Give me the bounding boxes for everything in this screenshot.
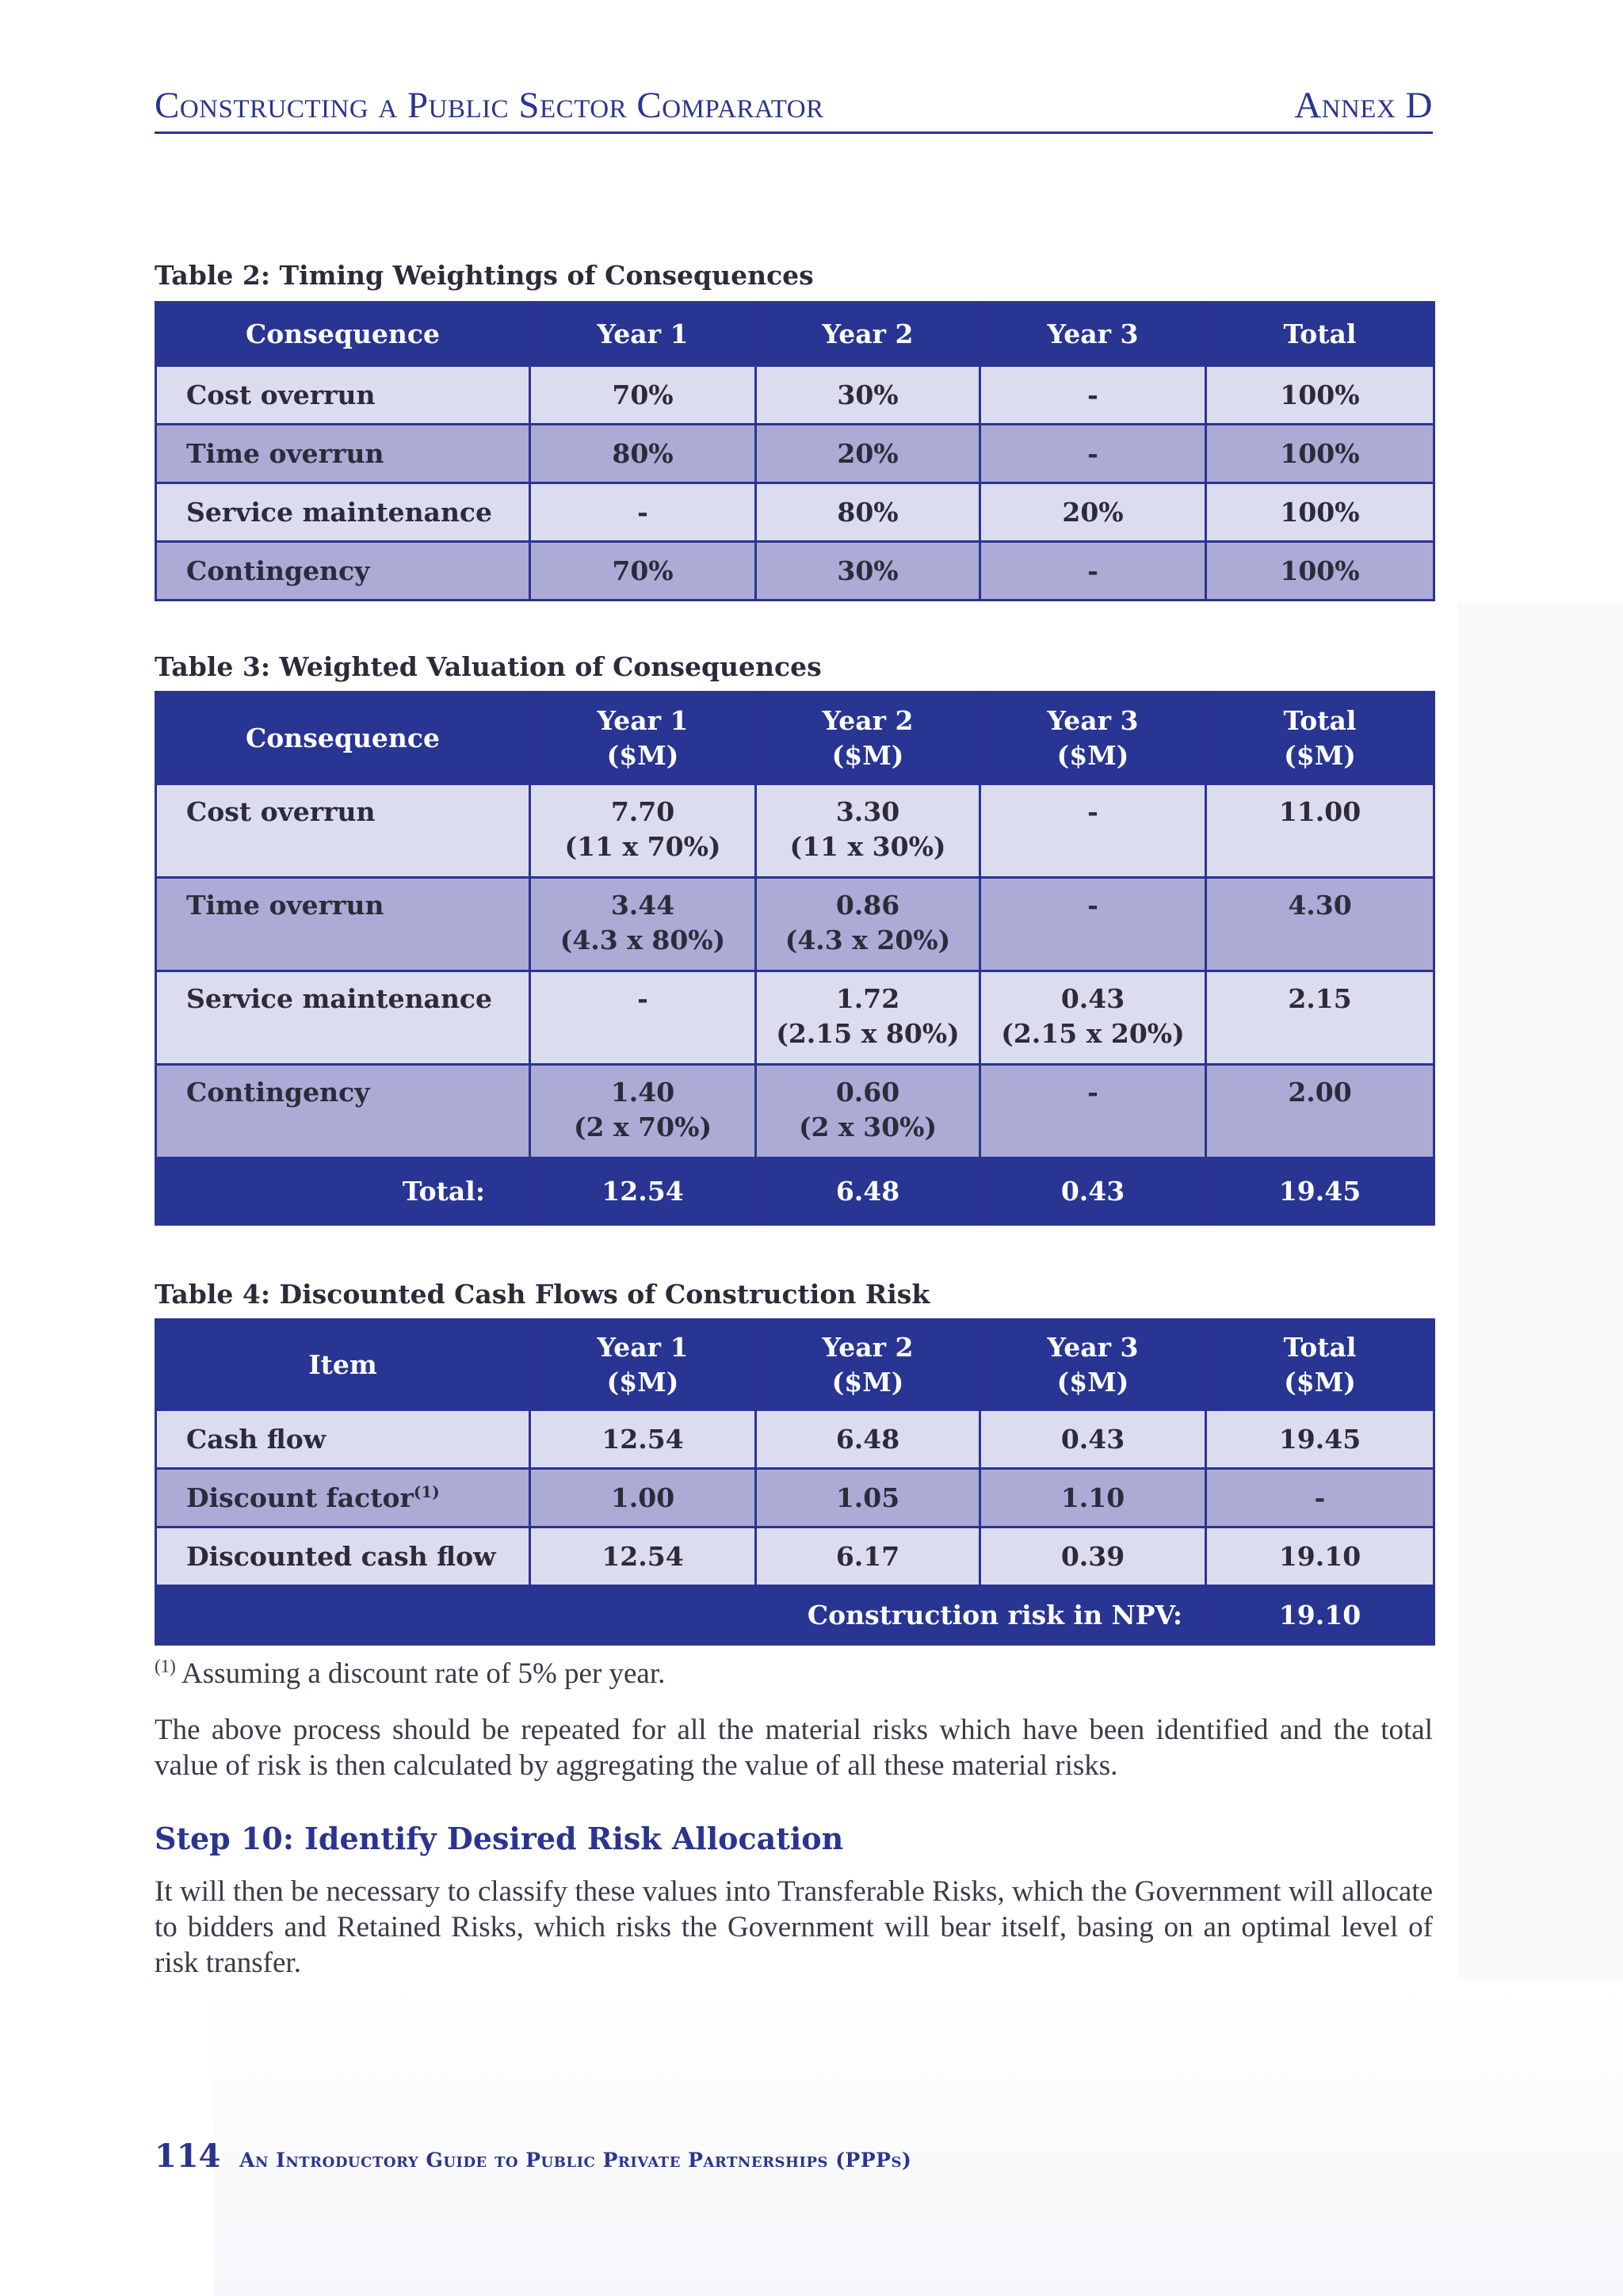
header-unit: ($M) [1056, 1366, 1129, 1398]
table4-npv-label: Construction risk in NPV: [156, 1586, 1206, 1645]
table2-cell: 80% [756, 483, 980, 542]
step10-paragraph: It will then be necessary to classify these values into Transferable Risks, which the Government will allocate to bidders and Retained Risks, which risks the Government will bear itself, basing on an optimal level of risk transfer. [155, 1875, 1433, 1979]
table4-row-label [156, 1469, 530, 1527]
table3-cell [980, 878, 1206, 971]
cell-value: 7.70 [610, 796, 675, 827]
table4-header-cell [756, 1320, 980, 1410]
table4-npv-row [156, 1586, 1434, 1645]
header-line: Consequence [246, 722, 440, 753]
table2-cell: - [980, 366, 1206, 425]
table3-cell [756, 1065, 980, 1158]
table3-cell [530, 971, 756, 1065]
table4-cell: - [1206, 1469, 1434, 1527]
cell-value: 2.00 [1288, 1077, 1352, 1108]
table4-cell: 12.54 [530, 1527, 756, 1586]
header-unit: ($M) [831, 1366, 904, 1398]
footnote-text: Assuming a discount rate of 5% per year. [181, 1657, 666, 1690]
table3-header-cell [530, 692, 756, 784]
table4-cell: 1.05 [756, 1469, 980, 1527]
table2-row-label: Contingency [156, 542, 530, 601]
table2-cell: 20% [980, 483, 1206, 542]
table-row [156, 784, 1434, 878]
table3-cell [530, 878, 756, 971]
table3-total-cell: 0.43 [980, 1158, 1206, 1225]
cell-line: Time overrun [186, 890, 384, 921]
cell-formula: (2 x 70%) [573, 1112, 712, 1142]
header-title: Constructing a Public Sector Comparator [155, 85, 824, 126]
table3-cell [1206, 971, 1434, 1065]
cell-line: Contingency [186, 1077, 370, 1108]
table2-cell: 20% [756, 425, 980, 483]
table2-header-row [156, 303, 1434, 366]
header-unit: ($M) [1284, 739, 1356, 771]
table4-npv-value: 19.10 [1206, 1586, 1434, 1645]
table3-total-cell: 6.48 [756, 1158, 980, 1225]
table-row [156, 971, 1434, 1065]
cell-formula: (2 x 30%) [798, 1112, 938, 1142]
table4-cell: 19.45 [1206, 1410, 1434, 1469]
table3-header-cell [1206, 692, 1434, 784]
table2-cell: - [980, 425, 1206, 483]
cell-value: 1.72 [835, 983, 900, 1014]
cell-formula: (11 x 30%) [789, 831, 946, 862]
cell-line: Service maintenance [186, 983, 493, 1014]
table4-header-cell [156, 1320, 530, 1410]
table2-cell: 100% [1206, 542, 1434, 601]
header-line: Year 1 [597, 1331, 689, 1363]
step10-heading: Step 10: Identify Desired Risk Allocation [155, 1821, 844, 1856]
table3-cell [756, 784, 980, 878]
header-annex: Annex D [1294, 85, 1433, 126]
cell-value: 3.44 [610, 890, 675, 921]
table2-row-label: Time overrun [156, 425, 530, 483]
cell-value: 11.00 [1278, 796, 1361, 827]
table4-header-row [156, 1320, 1434, 1410]
header-line: Year 2 [822, 704, 914, 736]
table-row [156, 366, 1434, 425]
table4-header-cell [1206, 1320, 1434, 1410]
body-paragraph: The above process should be repeated for all the material risks which have been identified and the total value of risk is then calculated by aggregating the value of all these material risks. [155, 1714, 1433, 1782]
table2-cell: 30% [756, 366, 980, 425]
table2-cell: 70% [530, 366, 756, 425]
table4-cell: 6.48 [756, 1410, 980, 1469]
header-line: Total [1283, 704, 1357, 736]
footnote-marker: (1) [413, 1482, 440, 1501]
book-title: An Introductory Guide to Public Private Partnerships (PPPs) [239, 2149, 912, 2172]
header-unit: ($M) [606, 739, 679, 771]
table3-row-label [156, 971, 530, 1065]
table3-cell [1206, 1065, 1434, 1158]
cell-value: 0.43 [1060, 983, 1125, 1014]
header-unit: ($M) [606, 1366, 679, 1398]
table3-total-cell: 12.54 [530, 1158, 756, 1225]
header-line: Year 2 [822, 1331, 914, 1363]
header-line: Item [308, 1348, 377, 1380]
cell-value: - [1087, 1077, 1098, 1108]
table3-cell [530, 784, 756, 878]
table2-caption: Table 2: Timing Weightings of Consequences [155, 260, 814, 291]
table3-row-label [156, 878, 530, 971]
table-row [156, 425, 1434, 483]
table3-header-cell [156, 692, 530, 784]
table2-cell: 80% [530, 425, 756, 483]
cell-value: - [637, 983, 648, 1014]
cell-formula: (2.15 x 20%) [1001, 1018, 1185, 1049]
running-header [155, 79, 1433, 134]
table2-cell: 100% [1206, 483, 1434, 542]
table4-cell: 1.10 [980, 1469, 1206, 1527]
cell-value: 0.86 [835, 890, 900, 921]
footnote [155, 1657, 665, 1691]
table4-cell: 1.00 [530, 1469, 756, 1527]
table2-cell: 100% [1206, 366, 1434, 425]
table2-header-cell: Total [1206, 303, 1434, 366]
cell-value: 3.30 [835, 796, 900, 827]
table3-total-label: Total: [156, 1158, 530, 1225]
table3-total-cell: 19.45 [1206, 1158, 1434, 1225]
table3-cell [756, 878, 980, 971]
table2-cell: 100% [1206, 425, 1434, 483]
cell-value: 4.30 [1288, 890, 1352, 921]
table2-header-cell: Consequence [156, 303, 530, 366]
cell-formula: (2.15 x 80%) [776, 1018, 960, 1049]
table3-cell [1206, 784, 1434, 878]
header-unit: ($M) [1284, 1366, 1356, 1398]
cell-line: Cost overrun [186, 796, 376, 827]
cell-value: - [1087, 890, 1098, 921]
cell-formula: (4.3 x 80%) [559, 925, 726, 955]
table-row [156, 542, 1434, 601]
footnote-marker: (1) [155, 1656, 176, 1676]
table-row [156, 1469, 1434, 1527]
table3-cell [1206, 878, 1434, 971]
table4 [155, 1318, 1435, 1646]
table-row [156, 1527, 1434, 1586]
cell-value: 2.15 [1288, 983, 1352, 1014]
table4-cell: 19.10 [1206, 1527, 1434, 1586]
table3-cell [530, 1065, 756, 1158]
table3-caption: Table 3: Weighted Valuation of Consequences [155, 651, 822, 682]
table3 [155, 691, 1435, 1226]
row-label-text: Discount factor [186, 1482, 414, 1513]
header-unit: ($M) [831, 739, 904, 771]
table4-header-cell [530, 1320, 756, 1410]
table4-cell: 12.54 [530, 1410, 756, 1469]
cell-value: 1.40 [610, 1077, 675, 1108]
header-line: Total [1283, 1331, 1357, 1363]
table2-row-label: Service maintenance [156, 483, 530, 542]
table2-header-cell: Year 3 [980, 303, 1206, 366]
table2-cell: 70% [530, 542, 756, 601]
table3-cell [980, 971, 1206, 1065]
table3-header-cell [980, 692, 1206, 784]
table4-row-label: Discounted cash flow [156, 1527, 530, 1586]
table4-header-cell [980, 1320, 1206, 1410]
table4-cell: 0.39 [980, 1527, 1206, 1586]
cell-formula: (4.3 x 20%) [785, 925, 951, 955]
table4-caption: Table 4: Discounted Cash Flows of Construction Risk [155, 1279, 930, 1310]
table2-cell: - [530, 483, 756, 542]
table3-cell [756, 971, 980, 1065]
table2-row-label: Cost overrun [156, 366, 530, 425]
page-number: 114 [155, 2138, 221, 2175]
header-line: Year 3 [1047, 704, 1139, 736]
cell-value: - [1087, 796, 1098, 827]
table3-row-label [156, 784, 530, 878]
table4-row-label: Cash flow [156, 1410, 530, 1469]
table-row [156, 483, 1434, 542]
table3-header-row [156, 692, 1434, 784]
table2-cell: 30% [756, 542, 980, 601]
table-row [156, 1065, 1434, 1158]
table2 [155, 301, 1435, 601]
table3-header-cell [756, 692, 980, 784]
table-row [156, 1410, 1434, 1469]
cell-value: 0.60 [835, 1077, 900, 1108]
table4-cell: 6.17 [756, 1527, 980, 1586]
table-row [156, 878, 1434, 971]
table3-cell [980, 784, 1206, 878]
table2-header-cell: Year 1 [530, 303, 756, 366]
header-line: Year 3 [1047, 1331, 1139, 1363]
table3-row-label [156, 1065, 530, 1158]
table3-cell [980, 1065, 1206, 1158]
header-unit: ($M) [1056, 739, 1129, 771]
table2-header-cell: Year 2 [756, 303, 980, 366]
table3-total-row [156, 1158, 1434, 1225]
table2-cell: - [980, 542, 1206, 601]
cell-formula: (11 x 70%) [564, 831, 721, 862]
header-line: Year 1 [597, 704, 689, 736]
page-footer [155, 2138, 911, 2175]
table4-cell: 0.43 [980, 1410, 1206, 1469]
